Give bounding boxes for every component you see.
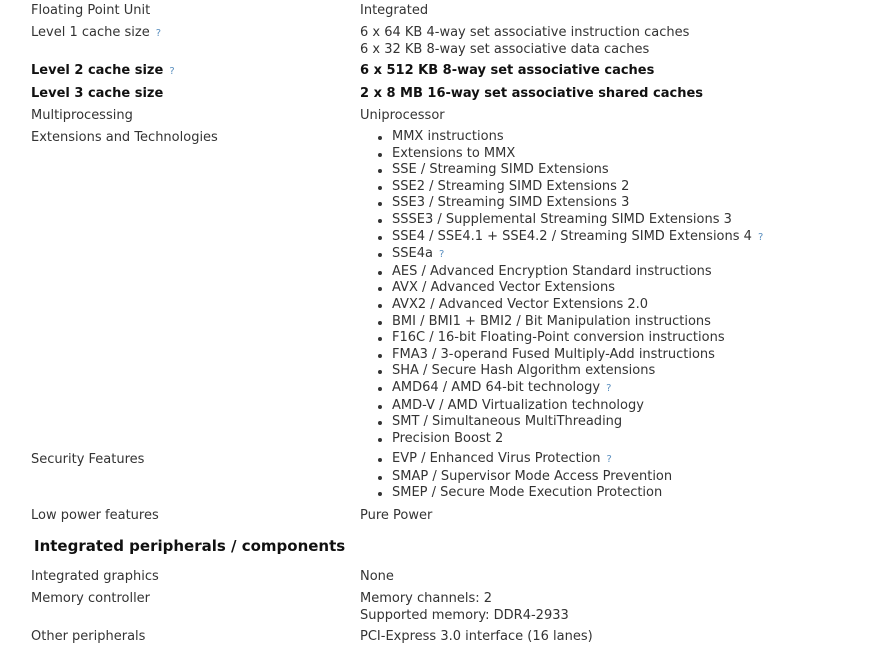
spec-value: Uniprocessor [360,108,445,123]
list-item [376,264,763,281]
list-item [376,297,763,314]
list-item [376,280,763,297]
list-item [376,398,763,415]
list-item [376,485,672,502]
spec-value-line: Supported memory: DDR4-2933 [360,608,569,623]
spec-value [360,590,569,624]
spec-label: Other peripherals [31,629,146,644]
list-item [376,246,763,264]
help-icon[interactable]: ? [438,249,445,261]
list-item-text: SSE / Streaming SIMD Extensions [392,162,609,178]
list-item-text: SMT / Simultaneous MultiThreading [392,414,623,430]
list-item [376,414,763,431]
spec-label-wrap [31,24,161,42]
help-icon[interactable]: ? [606,382,612,394]
list-item [376,162,763,179]
spec-value: 6 x 512 KB 8-way set associative caches [360,63,655,78]
spec-value-line: 6 x 32 KB 8-way set associative data caches [360,42,650,57]
list-item [376,212,763,229]
list-item-text: AMD64 / AMD 64-bit technology [392,379,601,395]
list-item-text: Extensions to MMX [392,145,516,161]
spec-value [360,24,689,58]
list-item-text: SMEP / Secure Mode Execution Protection [392,485,663,501]
list-item [376,431,763,448]
spec-label: Integrated graphics [31,569,159,584]
list-item [376,469,672,486]
list-item [376,229,763,247]
list-item [376,195,763,212]
list-item-text: FMA3 / 3-operand Fused Multiply-Add instructions [392,346,715,362]
list-item-text: SSE2 / Streaming SIMD Extensions 2 [392,178,630,194]
spec-label: Memory controller [31,591,151,606]
list-item-text: AVX2 / Advanced Vector Extensions 2.0 [392,296,649,312]
list-item [376,380,763,398]
spec-label-wrap [31,62,175,80]
section-title: Integrated peripherals / components [34,537,346,555]
list-item-text: SMAP / Supervisor Mode Access Prevention [392,468,673,484]
list-item-text: SSE4 / SSE4.1 + SSE4.2 / Streaming SIMD Extensions 4 [392,228,752,244]
spec-label: Level 1 cache size [31,25,150,40]
spec-label: Level 3 cache size [31,86,164,101]
list-item [376,314,763,331]
list-item-text: AES / Advanced Encryption Standard instructions [392,263,712,279]
help-icon[interactable]: ? [169,66,175,77]
list-item-text: F16C / 16-bit Floating-Point conversion instructions [392,330,725,346]
list-item [376,363,763,380]
spec-label: Floating Point Unit [31,3,151,18]
list-item [376,330,763,347]
security-list [376,451,672,502]
list-item-text: BMI / BMI1 + BMI2 / Bit Manipulation instructions [392,313,711,329]
list-item [376,129,763,146]
list-item-text: AVX / Advanced Vector Extensions [392,280,615,296]
spec-label: Security Features [31,452,145,467]
spec-value: 2 x 8 MB 16-way set associative shared caches [360,86,704,101]
extensions-list [376,129,763,447]
list-item-text: Precision Boost 2 [392,430,504,446]
spec-label: Multiprocessing [31,108,133,123]
spec-value-line: Memory channels: 2 [360,591,492,606]
spec-value: None [360,569,394,584]
list-item-text: MMX instructions [392,129,504,144]
list-item-text: SSE3 / Streaming SIMD Extensions 3 [392,195,630,211]
spec-value-line: 6 x 64 KB 4-way set associative instruction caches [360,25,690,40]
spec-label: Level 2 cache size [31,63,164,78]
spec-label: Extensions and Technologies [31,130,218,145]
list-item [376,179,763,196]
list-item-text: SHA / Secure Hash Algorithm extensions [392,363,656,379]
list-item-text: AMD-V / AMD Virtualization technology [392,397,644,413]
list-item [376,347,763,364]
list-item-text: EVP / Enhanced Virus Protection [392,451,601,466]
list-item-text: SSE4a [392,246,433,262]
help-icon[interactable]: ? [757,231,764,243]
list-item [376,451,672,469]
spec-value: PCI-Express 3.0 interface (16 lanes) [360,629,593,644]
spec-label: Low power features [31,508,159,523]
help-icon[interactable]: ? [606,454,612,465]
help-icon[interactable]: ? [155,28,162,39]
list-item [376,146,763,163]
list-item-text: SSSE3 / Supplemental Streaming SIMD Extensions 3 [392,211,732,227]
spec-value: Pure Power [360,508,433,523]
spec-value: Integrated [360,3,429,18]
